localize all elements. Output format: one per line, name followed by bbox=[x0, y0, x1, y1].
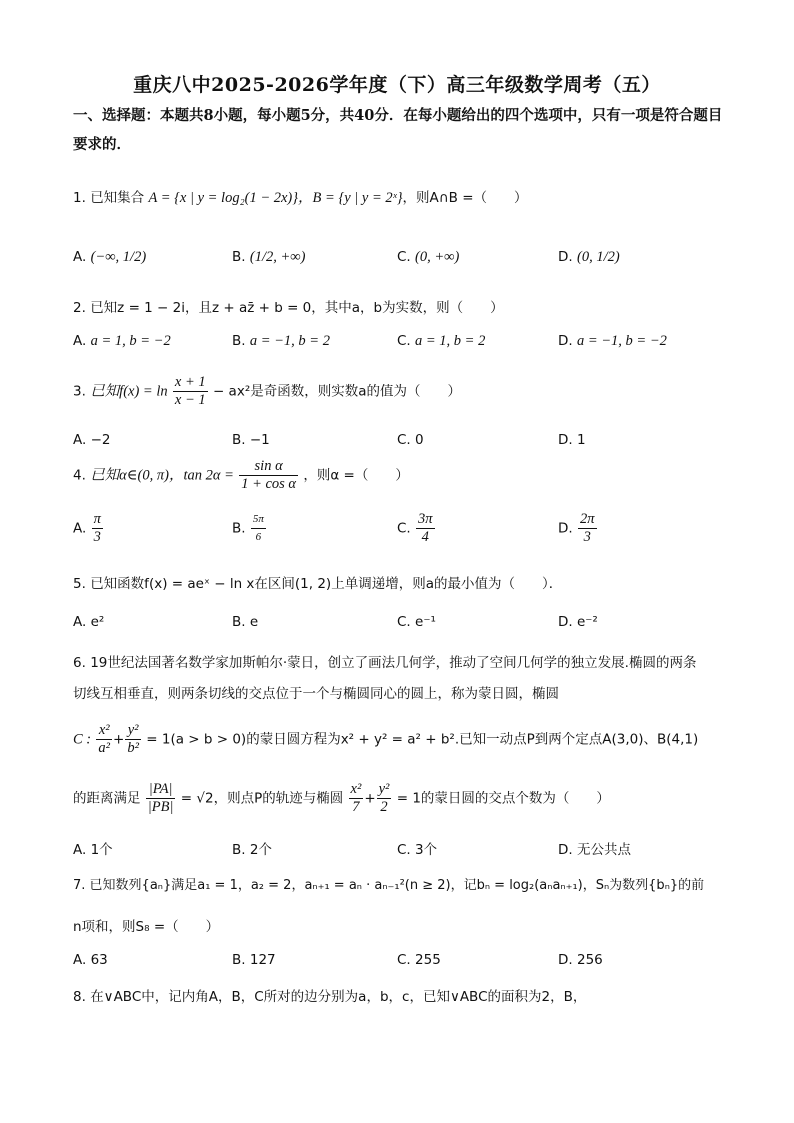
fraction bbox=[377, 781, 392, 816]
option-label: A. bbox=[73, 842, 87, 858]
option-4b bbox=[232, 511, 267, 546]
option-label: C. bbox=[397, 333, 411, 349]
plus-sign: + bbox=[364, 790, 376, 807]
option-label: B. bbox=[232, 333, 246, 349]
option-label: D. bbox=[558, 432, 573, 448]
question-number: 6. bbox=[73, 655, 86, 671]
fraction bbox=[416, 511, 435, 546]
plus-sign: + bbox=[113, 731, 125, 748]
option-6c bbox=[397, 838, 437, 858]
fraction bbox=[173, 374, 208, 409]
question-text: 的距离满足 bbox=[73, 790, 141, 807]
question-6-line-3 bbox=[73, 722, 698, 757]
option-label: A. bbox=[73, 249, 87, 265]
fraction-denominator: 2 bbox=[380, 799, 388, 815]
question-7-line-2: n项和，则S₈ =（ ） bbox=[73, 919, 220, 935]
fraction-denominator: 1 + cos α bbox=[241, 476, 297, 492]
option-2c bbox=[397, 333, 485, 350]
option-label: A. bbox=[73, 432, 87, 448]
option-label: A. bbox=[73, 614, 87, 630]
option-text: 无公共点 bbox=[576, 842, 631, 858]
option-5c bbox=[397, 614, 436, 630]
option-label: B. bbox=[232, 842, 246, 858]
option-7a bbox=[73, 952, 108, 968]
option-2a bbox=[73, 333, 171, 350]
question-stem-math: A = {x | y = log₂(1 − 2x)}，B = {y | y = 2ˣ} bbox=[148, 190, 403, 206]
fraction-numerator: x² bbox=[96, 722, 112, 740]
option-1b bbox=[232, 249, 305, 266]
question-number: 7. bbox=[73, 878, 86, 893]
option-text: a = 1, b = 2 bbox=[415, 333, 486, 349]
question-stem-prefix: 已知集合 bbox=[90, 190, 145, 206]
option-5d bbox=[558, 614, 598, 630]
fraction-numerator: 3π bbox=[418, 511, 433, 527]
option-1d bbox=[558, 249, 620, 266]
ellipse-name: C : bbox=[73, 731, 92, 748]
fraction-numerator: 5π bbox=[251, 511, 266, 529]
question-stem-prefix: 已知α∈(0, π)，tan 2α = bbox=[90, 467, 234, 484]
fraction-numerator: |PA| bbox=[146, 781, 176, 799]
question-number: 8. bbox=[73, 989, 86, 1005]
option-label: D. bbox=[558, 520, 573, 537]
fraction-numerator: x + 1 bbox=[174, 374, 206, 390]
option-7d bbox=[558, 952, 603, 968]
option-label: C. bbox=[397, 614, 411, 630]
exam-title: 重庆八中2025-2026学年度（下）高三年级数学周考（五） bbox=[133, 74, 661, 96]
option-4d bbox=[558, 511, 598, 546]
option-text: e² bbox=[90, 614, 105, 630]
option-label: A. bbox=[73, 520, 87, 537]
option-text: (0, +∞) bbox=[415, 249, 460, 265]
question-5 bbox=[73, 572, 562, 592]
fraction-numerator: x² bbox=[350, 781, 362, 797]
option-4a bbox=[73, 511, 104, 546]
option-label: C. bbox=[397, 249, 411, 265]
option-5a bbox=[73, 614, 104, 630]
fraction bbox=[578, 511, 597, 546]
fraction bbox=[125, 722, 141, 757]
option-3a bbox=[73, 432, 111, 448]
option-text: 1个 bbox=[90, 842, 113, 858]
fraction-denominator: 3 bbox=[93, 529, 101, 545]
option-text: 3个 bbox=[415, 842, 438, 858]
question-text: = 1的蒙日圆的交点个数为（ ） bbox=[396, 790, 610, 807]
option-7b bbox=[232, 952, 276, 968]
fraction bbox=[239, 458, 298, 493]
option-3c bbox=[397, 432, 424, 448]
fraction-denominator: a² bbox=[98, 740, 111, 756]
fraction-denominator: 3 bbox=[583, 529, 591, 545]
fraction-numerator: π bbox=[93, 511, 101, 527]
question-stem-suffix: − ax²是奇函数，则实数a的值为（ ） bbox=[212, 383, 462, 400]
option-text: 255 bbox=[415, 952, 441, 968]
option-text: (1/2, +∞) bbox=[249, 249, 306, 265]
option-label: B. bbox=[232, 432, 246, 448]
question-text: 19世纪法国著名数学家加斯帕尔·蒙日，创立了画法几何学，推动了空间几何学的独立发展.椭圆的两条 bbox=[90, 655, 697, 671]
option-text: −2 bbox=[90, 432, 111, 448]
fraction-numerator: y² bbox=[125, 722, 141, 740]
option-text: (0, 1/2) bbox=[576, 249, 620, 265]
option-label: D. bbox=[558, 614, 573, 630]
fraction bbox=[349, 781, 364, 816]
fraction-numerator: y² bbox=[378, 781, 390, 797]
option-text: a = 1, b = −2 bbox=[90, 333, 171, 349]
question-number: 4. bbox=[73, 467, 86, 484]
fraction bbox=[146, 781, 176, 816]
option-label: C. bbox=[397, 842, 411, 858]
option-text: a = −1, b = 2 bbox=[249, 333, 330, 349]
option-4c bbox=[397, 511, 436, 546]
option-text: 127 bbox=[249, 952, 276, 968]
option-label: D. bbox=[558, 333, 573, 349]
question-text: 已知数列{aₙ}满足a₁ = 1，a₂ = 2，aₙ₊₁ = aₙ · aₙ₋₁²(n ≥ 2)，记bₙ = log₂(aₙaₙ₊₁)，Sₙ为数列{bₙ}的前 bbox=[89, 878, 705, 893]
question-6-line-4 bbox=[73, 781, 610, 816]
option-label: B. bbox=[232, 952, 246, 968]
option-label: B. bbox=[232, 614, 246, 630]
option-text: 256 bbox=[576, 952, 603, 968]
option-1c bbox=[397, 249, 459, 266]
option-label: D. bbox=[558, 249, 573, 265]
fraction-numerator: 2π bbox=[579, 511, 595, 527]
fraction-denominator: 6 bbox=[255, 531, 262, 543]
option-3b bbox=[232, 432, 270, 448]
question-stem: 已知函数f(x) = aeˣ − ln x在区间(1, 2)上单调递增，则a的最小值为（ ）． bbox=[90, 576, 563, 592]
question-stem: 在∨ABC中，记内角A，B，C所对的边分别为a，b，c，已知∨ABC的面积为2，B， bbox=[90, 989, 587, 1005]
option-label: B. bbox=[232, 249, 246, 265]
option-text: e⁻² bbox=[576, 614, 598, 630]
option-text: (−∞, 1/2) bbox=[90, 249, 147, 265]
question-stem-suffix: ，则A∩B =（ ） bbox=[402, 190, 528, 206]
option-6a bbox=[73, 838, 113, 858]
option-5b bbox=[232, 614, 258, 630]
fraction bbox=[92, 511, 103, 546]
option-text: 2个 bbox=[249, 842, 272, 858]
option-label: D. bbox=[558, 842, 573, 858]
question-number: 1. bbox=[73, 190, 86, 206]
option-1a bbox=[73, 249, 146, 266]
question-4 bbox=[73, 458, 409, 493]
option-2b bbox=[232, 333, 330, 350]
option-text: e⁻¹ bbox=[415, 614, 436, 630]
option-2d bbox=[558, 333, 667, 350]
question-6-line-1 bbox=[73, 651, 696, 671]
question-7-line-1 bbox=[73, 874, 704, 893]
option-text: 0 bbox=[415, 432, 424, 448]
option-text: 1 bbox=[576, 432, 586, 448]
question-stem-suffix: ，则α =（ ） bbox=[303, 467, 409, 484]
option-7c bbox=[397, 952, 441, 968]
option-6b bbox=[232, 838, 272, 858]
section-heading: 一、选择题：本题共8小题，每小题5分，共40分．在每小题给出的四个选项中，只有一项是符合题目要求的． bbox=[73, 107, 723, 153]
option-label: C. bbox=[397, 520, 411, 537]
option-text: 63 bbox=[90, 952, 108, 968]
fraction-denominator: 4 bbox=[421, 529, 429, 545]
question-number: 2. bbox=[73, 300, 86, 316]
fraction bbox=[251, 511, 266, 546]
option-label: A. bbox=[73, 952, 87, 968]
option-label: B. bbox=[232, 520, 246, 537]
option-6d bbox=[558, 838, 631, 858]
question-3 bbox=[73, 374, 461, 409]
question-number: 5. bbox=[73, 576, 86, 592]
fraction-denominator: |PB| bbox=[147, 799, 174, 815]
question-1 bbox=[73, 186, 528, 207]
fraction-denominator: b² bbox=[127, 740, 139, 756]
question-text: = 1(a > b > 0)的蒙日圆方程为x² + y² = a² + b².已知一动点P到两个定点A(3,0)、B(4,1) bbox=[146, 731, 699, 748]
option-label: C. bbox=[397, 952, 411, 968]
option-text: −1 bbox=[249, 432, 270, 448]
fraction-denominator: 7 bbox=[352, 799, 360, 815]
question-2 bbox=[73, 296, 504, 316]
option-label: A. bbox=[73, 333, 87, 349]
question-number: 3. bbox=[73, 383, 86, 400]
option-label: D. bbox=[558, 952, 573, 968]
option-3d bbox=[558, 432, 586, 448]
question-6-line-2: 切线互相垂直，则两条切线的交点位于一个与椭圆同心的圆上，称为蒙日圆，椭圆 bbox=[73, 686, 559, 702]
fraction-numerator: sin α bbox=[239, 458, 298, 476]
fraction bbox=[96, 722, 112, 757]
option-text: a = −1, b = −2 bbox=[576, 333, 667, 349]
question-stem: 已知z = 1 − 2i，且z + az̄ + b = 0，其中a，b为实数，则（ ） bbox=[90, 300, 504, 316]
question-text: = √2，则点P的轨迹与椭圆 bbox=[180, 790, 344, 807]
question-8 bbox=[73, 985, 586, 1005]
fraction-denominator: x − 1 bbox=[174, 392, 206, 408]
option-text: e bbox=[249, 614, 259, 630]
option-label: C. bbox=[397, 432, 411, 448]
question-stem-prefix: 已知f(x) = ln bbox=[90, 383, 168, 400]
